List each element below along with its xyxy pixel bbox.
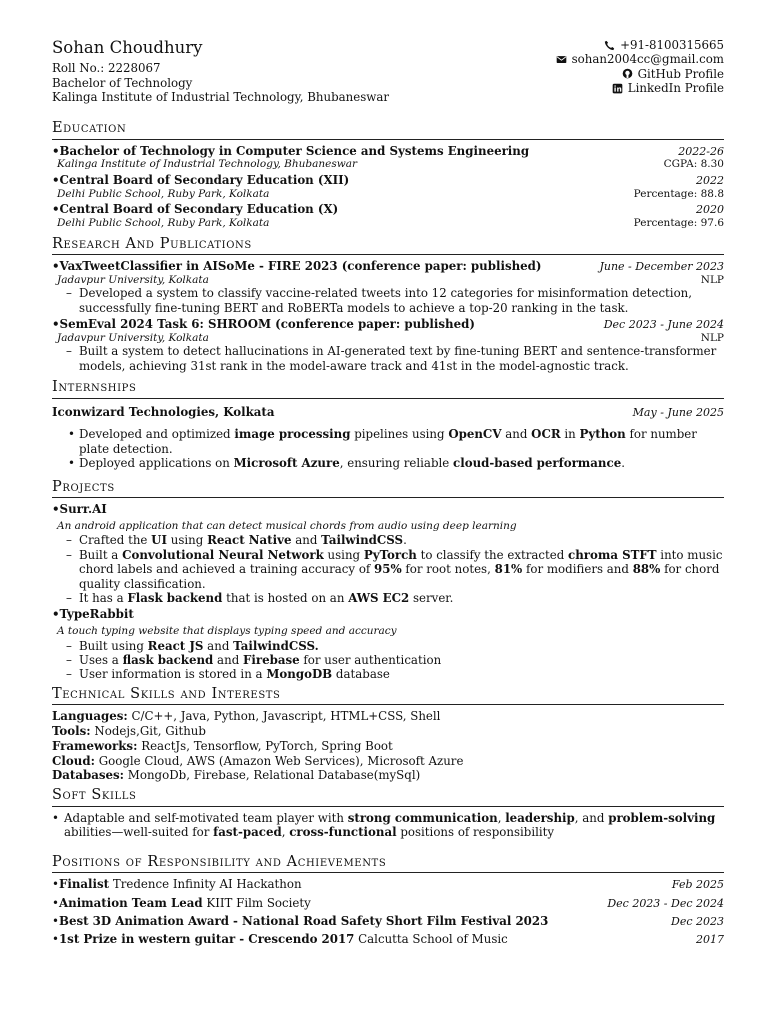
soft-skills-bullet: • Adaptable and self-motivated team player with strong communication, leadership, and problem-solving abilities—well-suited for fast-paced, cross-functional positions of responsibility [52,811,724,840]
research-org: Jadavpur University, Kolkata [57,273,209,286]
position-entry: • Finalist Tredence Infinity AI Hackathon Feb 2025 [52,877,724,891]
header-left [52,38,389,104]
phone-icon [604,40,615,51]
internships-heading: Internships [52,379,724,399]
positions-heading: Positions of Responsibility and Achievements [52,854,724,874]
phone-contact[interactable] [556,38,724,52]
degree-line: Bachelor of Technology [52,75,193,90]
project-description: A touch typing website that displays typing speed and accuracy [57,624,397,637]
soft-skills-section [52,811,724,840]
research-description: – Developed a system to classify vaccine-related tweets into 12 categories for misinformation detection, successfully fine-tuning BERT and RoBERTa models to achieve a top-20 ranking in the task. [66,286,724,315]
email-address: sohan2004cc@gmail.com [571,52,724,67]
skills-cloud: Cloud: Google Cloud, AWS (Amazon Web Services), Microsoft Azure [52,753,464,768]
project-name: • TypeRabbit [52,607,724,621]
project-entry [52,502,724,605]
header-contacts [556,38,724,104]
education-score: Percentage: 97.6 [633,216,724,229]
internship-bullet: • Deployed applications on Microsoft Azure, ensuring reliable cloud-based performance. [68,456,724,470]
research-section [52,259,724,373]
github-label: GitHub Profile [637,66,724,81]
position-date: Dec 2023 [671,915,724,929]
envelope-icon [556,54,567,65]
project-name: • Surr.AI [52,502,724,516]
roll-number: Roll No.: 2228067 [52,61,161,76]
github-icon [622,68,633,79]
research-heading: Research And Publications [52,236,724,256]
linkedin-icon [612,83,623,94]
project-bullet: – Built using React JS and TailwindCSS. [66,639,724,653]
linkedin-link[interactable] [556,81,724,95]
position-date: Feb 2025 [671,878,724,892]
education-school: Kalinga Institute of Industrial Technology, Bhubaneswar [57,158,358,171]
education-entry [52,173,724,200]
research-entry [52,317,724,373]
candidate-name: Sohan Choudhury [52,38,203,57]
project-bullet: – User information is stored in a MongoDB database [66,667,724,681]
project-bullet: – Uses a flask backend and Firebase for user authentication [66,653,724,667]
research-area: NLP [700,273,724,286]
education-date: 2022-26 [678,144,724,158]
skills-heading: Technical Skills and Interests [52,686,724,706]
education-entry [52,202,724,229]
email-contact[interactable] [556,52,724,66]
education-degree: • Bachelor of Technology in Computer Science and Systems Engineering [52,144,529,158]
research-title: • VaxTweetClassifier in AISoMe - FIRE 2023 (conference paper: published) [52,259,542,273]
education-score: Percentage: 88.8 [633,187,724,200]
education-school: Delhi Public School, Ruby Park, Kolkata [57,187,270,200]
research-date: Dec 2023 - June 2024 [603,318,724,332]
position-entry: • Best 3D Animation Award - National Road Safety Short Film Festival 2023 Dec 2023 [52,914,724,928]
soft-skills-heading: Soft Skills [52,787,724,807]
education-entry [52,144,724,171]
position-entry: • 1st Prize in western guitar - Crescendo 2017 Calcutta School of Music 2017 [52,932,724,946]
internship-date: May - June 2025 [632,405,724,419]
internship-company: Iconwizard Technologies, Kolkata [52,404,275,419]
position-entry: • Animation Team Lead KIIT Film Society Dec 2023 - Dec 2024 [52,896,724,910]
research-title: • SemEval 2024 Task 6: SHROOM (conference paper: published) [52,317,475,331]
research-area: NLP [700,331,724,344]
research-org: Jadavpur University, Kolkata [57,331,209,344]
position-date: Dec 2023 - Dec 2024 [607,896,724,910]
project-description: An android application that can detect musical chords from audio using deep learning [57,519,517,532]
position-date: 2017 [696,933,724,947]
education-score: CGPA: 8.30 [663,158,724,171]
internship-bullet: • Developed and optimized image processing pipelines using OpenCV and OCR in Python for number plate detection. [68,427,724,456]
research-date: June - December 2023 [599,260,724,274]
education-date: 2020 [696,203,724,217]
github-link[interactable] [556,67,724,81]
education-degree: • Central Board of Secondary Education (X) [52,202,338,216]
internships-section [52,405,724,471]
projects-heading: Projects [52,479,724,499]
project-entry [52,607,724,681]
skills-tools: Tools: Nodejs,Git, Github [52,724,206,739]
skills-section [52,709,724,783]
project-bullet: – Crafted the UI using React Native and TailwindCSS. [66,533,724,547]
resume-page [52,38,724,949]
linkedin-label: LinkedIn Profile [627,81,724,96]
research-entry [52,259,724,315]
project-bullet: – Built a Convolutional Neural Network using PyTorch to classify the extracted chroma STFT into music chord labels and achieved a training accuracy of 95% for root notes, 81% for modifiers and 88% for chord quality classification. [66,548,724,591]
education-section [52,144,724,230]
skills-languages: Languages: C/C++, Java, Python, Javascript, HTML+CSS, Shell [52,709,441,724]
resume-header [52,38,724,104]
education-date: 2022 [696,174,724,188]
education-degree: • Central Board of Secondary Education (XII) [52,173,349,187]
institute-line: Kalinga Institute of Industrial Technology, Bhubaneswar [52,89,390,104]
education-heading: Education [52,120,724,140]
projects-section [52,502,724,682]
research-description: – Built a system to detect hallucinations in AI-generated text by fine-tuning BERT and sentence-transformer models, achieving 31st rank in the model-aware track and 41st in the model-agnostic track. [66,344,724,373]
positions-section [52,877,724,947]
education-school: Delhi Public School, Ruby Park, Kolkata [57,216,270,229]
phone-number: +91-8100315665 [620,38,724,52]
skills-frameworks: Frameworks: ReactJs, Tensorflow, PyTorch, Spring Boot [52,738,393,753]
project-bullet: – It has a Flask backend that is hosted on an AWS EC2 server. [66,591,724,605]
skills-databases: Databases: MongoDb, Firebase, Relational Database(mySql) [52,768,421,783]
